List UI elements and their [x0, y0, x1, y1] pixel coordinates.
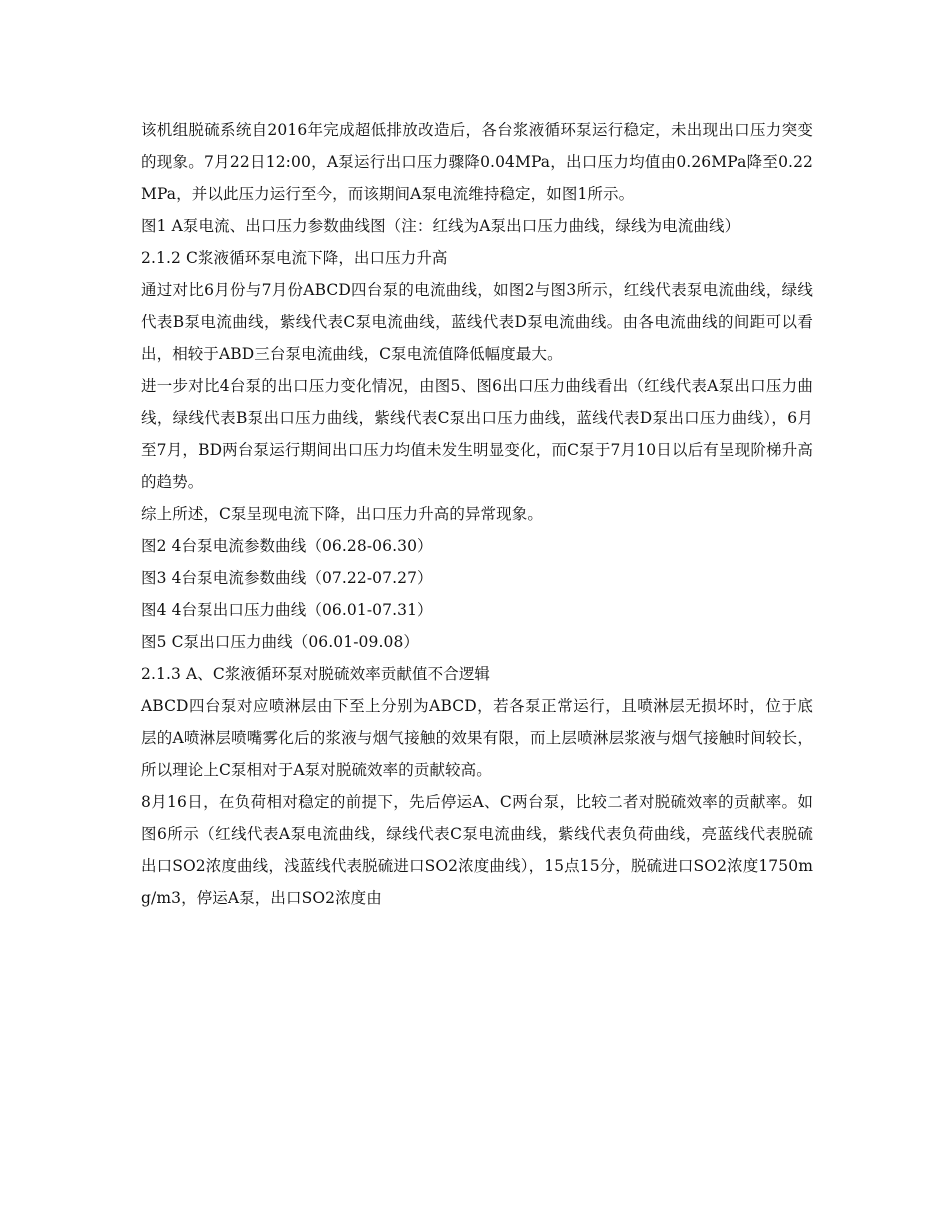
paragraph-intro: 该机组脱硫系统自2016年完成超低排放改造后，各台浆液循环泵运行稳定，未出现出口压力突变的现象。7月22日12:00，A泵运行出口压力骤降0.04MPa，出口压力均值由0.26MPa降至0.22MPa，并以此压力运行至今，而该期间A泵电流维持稳定，如图1所示。: [141, 121, 813, 203]
paragraph-spray-layers: ABCD四台泵对应喷淋层由下至上分别为ABCD，若各泵正常运行，且喷淋层无损坏时，位于底层的A喷淋层喷嘴雾化后的浆液与烟气接触的效果有限，而上层喷淋层浆液与烟气接触时间较长，所以理论上C泵相对于A泵对脱硫效率的贡献较高。: [141, 697, 813, 779]
paragraph-summary: 综上所述，C泵呈现电流下降，出口压力升高的异常现象。: [141, 505, 543, 523]
paragraph-aug16-test: 8月16日，在负荷相对稳定的前提下，先后停运A、C两台泵，比较二者对脱硫效率的贡献率。如图6所示（红线代表A泵电流曲线，绿线代表C泵电流曲线，紫线代表负荷曲线，亮蓝线代表脱硫出口SO2浓度曲线，浅蓝线代表脱硫进口SO2浓度曲线），15点15分，脱硫进口SO2浓度1750mg/m3，停运A泵，出口SO2浓度由: [141, 793, 813, 907]
figure-caption-1: 图1 A泵电流、出口压力参数曲线图（注：红线为A泵出口压力曲线，绿线为电流曲线）: [141, 217, 741, 235]
paragraph-current-comparison: 通过对比6月份与7月份ABCD四台泵的电流曲线，如图2与图3所示，红线代表泵电流曲线，绿线代表B泵电流曲线，紫线代表C泵电流曲线，蓝线代表D泵电流曲线。由各电流曲线的间距可以看出，相较于ABD三台泵电流曲线，C泵电流值降低幅度最大。: [141, 281, 813, 363]
figure-caption-5: 图5 C泵出口压力曲线（06.01-09.08）: [141, 633, 420, 651]
figure-caption-4: 图4 4台泵出口压力曲线（06.01-07.31）: [141, 601, 433, 619]
figure-caption-3: 图3 4台泵电流参数曲线（07.22-07.27）: [141, 569, 433, 587]
section-heading-2-1-3: 2.1.3 A、C浆液循环泵对脱硫效率贡献值不合逻辑: [141, 665, 491, 683]
figure-caption-2: 图2 4台泵电流参数曲线（06.28-06.30）: [141, 537, 433, 555]
document-body: [141, 114, 813, 914]
paragraph-pressure-comparison: 进一步对比4台泵的出口压力变化情况，由图5、图6出口压力曲线看出（红线代表A泵出口压力曲线，绿线代表B泵出口压力曲线，紫线代表C泵出口压力曲线，蓝线代表D泵出口压力曲线），6月至7月，BD两台泵运行期间出口压力均值未发生明显变化，而C泵于7月10日以后有呈现阶梯升高的趋势。: [141, 377, 813, 491]
section-heading-2-1-2: 2.1.2 C浆液循环泵电流下降，出口压力升高: [141, 249, 448, 267]
